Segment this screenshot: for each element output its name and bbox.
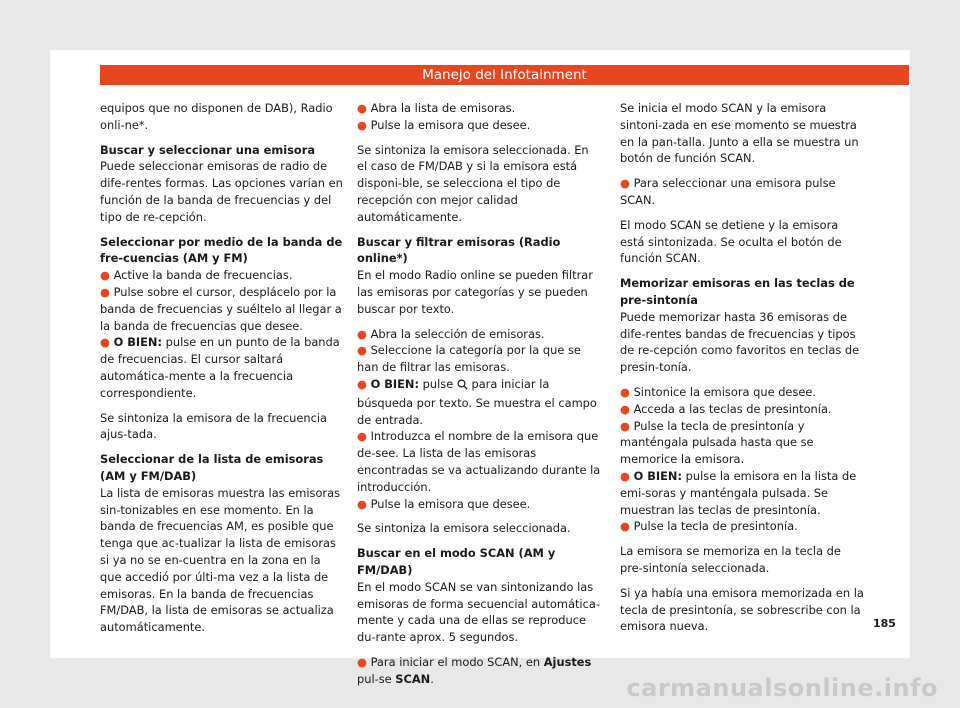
bullet-icon: ●: [620, 468, 630, 483]
paragraph: En el modo Radio online se pueden filtrar las emisoras por categorías y se pueden buscar por texto.: [357, 268, 593, 316]
subheading: Buscar en el modo SCAN (AM y FM/DAB): [357, 546, 556, 577]
search-icon: [457, 378, 468, 395]
section-title: Manejo del Infotainment: [422, 67, 587, 83]
paragraph: Puede memorizar hasta 36 emisoras de dife-rentes bandas de frecuencias y tipos de re-cepción como favoritos en teclas de presin-tonía.: [620, 309, 860, 375]
watermark: carmanualsonline.info: [626, 674, 938, 702]
bullet-icon: ●: [357, 429, 367, 444]
bullet-icon: ●: [620, 418, 630, 433]
list-item: ● O BIEN: pulse en un punto de la banda de frecuencias. El cursor saltará automática-mente a la frecuencia correspondiente.: [100, 335, 340, 400]
text-column-left: [100, 100, 345, 644]
paragraph: Se sintoniza la emisora seleccionada.: [357, 521, 571, 536]
list-item: ● Abra la selección de emisoras.: [357, 326, 545, 341]
paragraph: El modo SCAN se detiene y la emisora está sintonizada. Se oculta el botón de función SCAN.: [620, 217, 842, 266]
paragraph: La emisora se memoriza en la tecla de pre-sintonía seleccionada.: [620, 544, 841, 575]
page-number: 185: [873, 617, 896, 630]
bullet-icon: ●: [620, 401, 630, 416]
bullet-icon: ●: [357, 343, 367, 358]
list-item: ● O BIEN: pulse la emisora en la lista de emi-soras y manténgala pulsada. Se muestran las teclas de presintonía.: [620, 468, 857, 517]
list-item: ● Pulse la tecla de presintonía y manténgala pulsada hasta que se memorice la emisora.: [620, 418, 814, 467]
bullet-icon: ●: [357, 376, 367, 391]
subheading: Memorizar emisoras en las teclas de pre-sintonía: [620, 276, 855, 307]
bullet-icon: ●: [620, 519, 630, 534]
paragraph: En el modo SCAN se van sintonizando las emisoras de forma secuencial automática-mente y cada una de ellas se reproduce du-rante aprox. 5 segundos.: [357, 579, 600, 645]
paragraph: equipos que no disponen de DAB), Radio onli-ne*.: [100, 101, 333, 132]
bullet-icon: ●: [100, 335, 110, 350]
bullet-icon: ●: [100, 284, 110, 299]
paragraph: Puede seleccionar emisoras de radio de dife-rentes formas. Las opciones varían en función de la banda de frecuencias y del tipo de re-cepción.: [100, 159, 343, 224]
list-item: ● Para iniciar el modo SCAN, en Ajustes pul-se SCAN.: [357, 654, 592, 686]
list-item: ● Pulse la tecla de presintonía.: [620, 519, 798, 534]
bullet-icon: ●: [357, 496, 367, 511]
paragraph: Se inicia el modo SCAN y la emisora sintoni-zada en ese momento se muestra en la pan-talla. Junto a ella se muestra un botón de función SCAN.: [620, 101, 859, 166]
subheading: Seleccionar por medio de la banda de fre-cuencias (AM y FM): [100, 234, 343, 266]
bullet-icon: ●: [620, 384, 630, 399]
subheading: Seleccionar de la lista de emisoras (AM y FM/DAB): [100, 452, 324, 483]
manual-page: [50, 50, 910, 686]
list-item: ● Seleccione la categoría por la que se han de filtrar las emisoras.: [357, 343, 581, 375]
paragraph: Se sintoniza la emisora seleccionada. En el caso de FM/DAB y si la emisora está disponi-ble, se selecciona el tipo de recepción con mejor calidad automáticamente.: [357, 142, 589, 224]
list-item: ● O BIEN: pulse para iniciar la búsqueda por texto. Se muestra el campo de entrada.: [357, 376, 597, 427]
paragraph: La lista de emisoras muestra las emisoras sin-tonizables en ese momento. En la banda de frecuencias AM, es posible que tenga que ac-tualizar la lista de emisoras si ya no se en-cuentra en la zona en la que accedió por últi-ma vez a la lista de emisoras. En la banda de frecuencias FM/DAB, la lista de emisoras se actualiza automáticamente.: [100, 485, 341, 635]
bullet-icon: ●: [620, 176, 630, 191]
paragraph: Se sintoniza la emisora de la frecuencia ajus-tada.: [100, 410, 327, 442]
list-item: ● Introduzca el nombre de la emisora que de-see. La lista de las emisoras encontradas se va actualizando durante la introducción.: [357, 429, 601, 494]
list-item: ● Pulse sobre el cursor, desplácelo por la banda de frecuencias y suéltelo al llegar a la banda de frecuencias que desee.: [100, 284, 342, 333]
bullet-icon: ●: [100, 268, 110, 283]
bullet-icon: ●: [357, 101, 367, 115]
section-header: [100, 65, 909, 85]
subheading: Buscar y filtrar emisoras (Radio online*): [357, 234, 561, 266]
subheading: Buscar y seleccionar una emisora: [100, 142, 316, 157]
bullet-icon: ●: [357, 117, 367, 132]
list-item: ● Para seleccionar una emisora pulse SCAN.: [620, 176, 836, 207]
list-item: ● Acceda a las teclas de presintonía.: [620, 401, 832, 416]
paragraph: Si ya había una emisora memorizada en la tecla de presintonía, se sobrescribe con la emisora nueva.: [620, 585, 864, 634]
list-item: ● Pulse la emisora que desee.: [357, 117, 531, 132]
text-column-middle: [357, 100, 602, 696]
list-item: ● Active la banda de frecuencias.: [100, 268, 293, 283]
text-column-right: [620, 100, 865, 643]
bullet-icon: ●: [357, 654, 367, 669]
list-item: ● Abra la lista de emisoras.: [357, 101, 516, 115]
list-item: ● Pulse la emisora que desee.: [357, 496, 531, 511]
list-item: ● Sintonice la emisora que desee.: [620, 384, 817, 399]
bullet-icon: ●: [357, 326, 367, 341]
